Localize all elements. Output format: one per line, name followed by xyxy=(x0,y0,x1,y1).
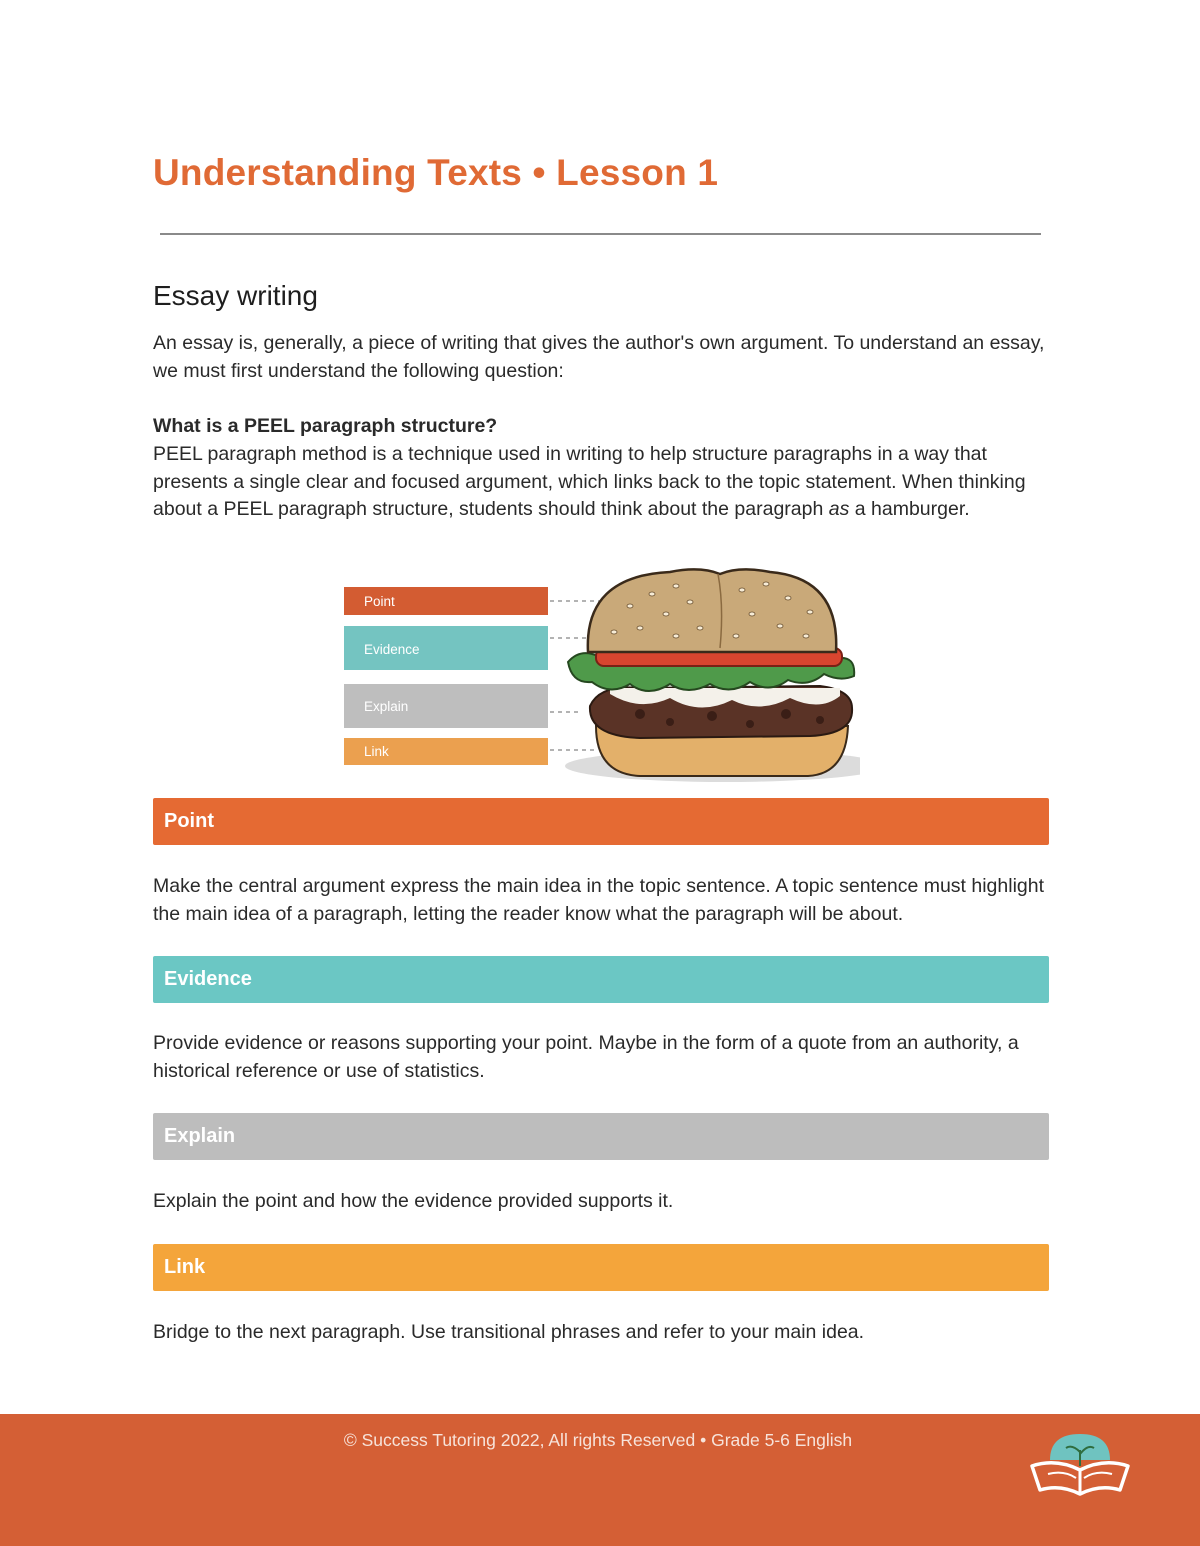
book-logo-icon xyxy=(1026,1426,1134,1506)
intro-paragraph: An essay is, generally, a piece of writing that gives the author's own argument. To understand an essay, we must first understand the following question: xyxy=(153,332,1045,382)
peel-heading-link: Link xyxy=(153,1244,1049,1291)
hamburger-diagram xyxy=(340,556,860,788)
page-title: Understanding Texts • Lesson 1 xyxy=(153,152,719,193)
peel-text-point: Make the central argument express the main idea in the topic sentence. A topic sentence must highlight the main idea of a paragraph, letting the reader know what the paragraph will be about. xyxy=(153,875,1045,925)
figure-label-evidence: Evidence xyxy=(364,642,420,657)
peel-question: What is a PEEL paragraph structure? xyxy=(153,415,498,437)
peel-text-evidence: Provide evidence or reasons supporting your point. Maybe in the form of a quote from an authority, a historical reference or use of statistics. xyxy=(153,1032,1019,1082)
figure-label-explain: Explain xyxy=(364,699,409,714)
peel-heading-evidence: Evidence xyxy=(153,956,1049,1003)
figure-label-link: Link xyxy=(364,744,389,759)
peel-heading-point: Point xyxy=(153,798,1049,845)
peel-description-emphasis: as xyxy=(828,498,850,520)
peel-description-main: PEEL paragraph method is a technique used in writing to help structure paragraphs in a way that presents a single clear and focused argument, which links back to the topic statement. When thinking about a PEEL paragraph structure, students should think about the paragraph xyxy=(153,443,1026,520)
figure-label-point: Point xyxy=(364,594,395,609)
peel-description xyxy=(153,441,1053,524)
peel-heading-explain: Explain xyxy=(153,1113,1049,1160)
burger-top-bun xyxy=(588,569,836,652)
peel-description-tail: a hamburger. xyxy=(849,498,970,520)
section-heading: Essay writing xyxy=(153,280,318,311)
peel-text-explain: Explain the point and how the evidence provided supports it. xyxy=(153,1190,674,1212)
footer-copyright: © Success Tutoring 2022, All rights Reserved • Grade 5-6 English xyxy=(343,1430,853,1450)
title-divider xyxy=(160,233,1041,235)
peel-text-link: Bridge to the next paragraph. Use transitional phrases and refer to your main idea. xyxy=(153,1321,865,1343)
